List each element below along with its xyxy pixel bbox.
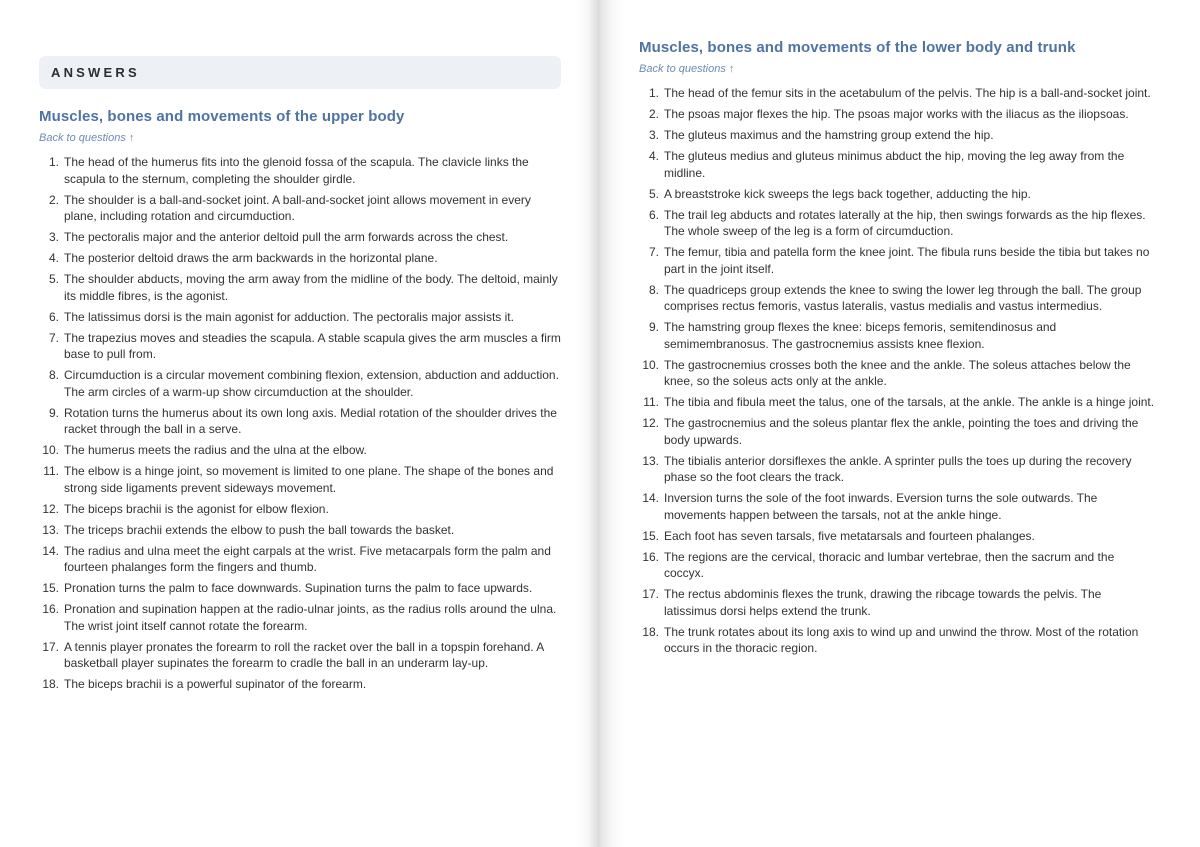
answer-number: 17. <box>42 639 59 654</box>
answer-text: Pronation turns the palm to face downwards. Supination turns the palm to face upwards. <box>64 581 533 595</box>
answer-item <box>39 154 561 187</box>
answer-item <box>39 330 561 363</box>
answer-number: 11. <box>43 464 59 478</box>
answer-text: The shoulder is a ball-and-socket joint. A ball-and-socket joint allows movement in every plane, including rotation and circumduction. <box>64 192 531 223</box>
answer-item <box>639 528 1156 545</box>
answer-text: Pronation and supination happen at the radio-ulnar joints, as the radius rolls around the ulna. The wrist joint itself cannot rotate the forearm. <box>64 602 557 633</box>
answer-item <box>639 319 1156 352</box>
answers-header <box>39 56 561 89</box>
answer-text: The psoas major flexes the hip. The psoas major works with the iliacus as the iliopsoas. <box>664 107 1129 121</box>
answer-item <box>639 244 1156 277</box>
answer-item <box>39 501 561 518</box>
answer-number: 11. <box>643 395 659 409</box>
answer-item <box>639 549 1156 582</box>
answer-text: The trapezius moves and steadies the scapula. A stable scapula gives the arm muscles a firm base to pull from. <box>64 330 561 361</box>
answer-text: Rotation turns the humerus about its own long axis. Medial rotation of the shoulder drives the racket through the ball in a serve. <box>64 405 557 436</box>
answer-number: 5. <box>48 272 59 286</box>
answer-number: 14. <box>42 543 59 558</box>
answer-number: 16. <box>642 549 659 564</box>
answer-text: The tibialis anterior dorsiflexes the ankle. A sprinter pulls the toes up during the recovery phase so the foot clears the track. <box>664 453 1132 484</box>
back-link-label: Back to questions <box>39 132 126 144</box>
answer-number: 8. <box>48 368 59 382</box>
answer-number: 1. <box>48 155 59 169</box>
answer-number: 14. <box>642 491 659 505</box>
answer-text: The gastrocnemius crosses both the knee and the ankle. The soleus attaches below the knee, so the soleus acts only at the ankle. <box>664 357 1131 388</box>
answer-item <box>639 106 1156 123</box>
answer-number: 7. <box>648 245 659 259</box>
answers-header-label: ANSWERS <box>51 65 140 80</box>
answer-item <box>639 282 1156 315</box>
answer-item <box>39 639 561 672</box>
answer-text: The triceps brachii extends the elbow to push the ball towards the basket. <box>64 522 455 537</box>
answer-number: 15. <box>42 581 59 595</box>
answer-text: The regions are the cervical, thoracic and lumbar vertebrae, then the sacrum and the coccyx. <box>664 549 1115 580</box>
answer-text: Inversion turns the sole of the foot inwards. Eversion turns the sole outwards. The movements happen between the tarsals, not at the ankle hinge. <box>664 491 1098 522</box>
answer-text: The head of the femur sits in the acetabulum of the pelvis. The hip is a ball-and-socket joint. <box>664 86 1151 100</box>
answer-item <box>39 229 561 246</box>
answer-list-upper-body <box>39 154 561 693</box>
back-to-questions-link-lower[interactable] <box>639 63 734 75</box>
answer-number: 13. <box>642 453 659 468</box>
answer-number: 12. <box>642 416 659 430</box>
answer-number: 6. <box>48 309 59 324</box>
answer-text: The tibia and fibula meet the talus, one of the tarsals, at the ankle. The ankle is a hinge joint. <box>664 395 1155 409</box>
back-to-questions-link-upper[interactable] <box>39 132 134 144</box>
answer-item <box>639 186 1156 203</box>
answer-text: A breaststroke kick sweeps the legs back together, adducting the hip. <box>664 186 1031 201</box>
section-title-lower-body: Muscles, bones and movements of the lower body and trunk <box>639 39 1076 56</box>
answer-text: The femur, tibia and patella form the knee joint. The fibula runs beside the tibia but takes no part in the joint itself. <box>664 245 1150 276</box>
answer-text: The biceps brachii is a powerful supinator of the forearm. <box>64 677 367 691</box>
answer-number: 7. <box>48 330 59 345</box>
answer-number: 9. <box>48 405 59 420</box>
answer-number: 6. <box>648 207 659 222</box>
answer-item <box>639 490 1156 523</box>
answer-text: The latissimus dorsi is the main agonist for adduction. The pectoralis major assists it. <box>64 309 514 324</box>
answer-number: 2. <box>48 192 59 207</box>
answer-item <box>639 207 1156 240</box>
answer-item <box>639 148 1156 181</box>
answer-number: 3. <box>648 128 659 142</box>
arrow-up-icon: ↑ <box>128 132 135 144</box>
answer-item <box>39 250 561 267</box>
answer-item <box>39 543 561 576</box>
answer-item <box>39 442 561 459</box>
answer-number: 13. <box>42 522 59 537</box>
answer-item <box>639 357 1156 390</box>
answer-item <box>39 676 561 693</box>
answer-item <box>639 586 1156 619</box>
answer-number: 15. <box>642 528 659 543</box>
answer-text: The biceps brachii is the agonist for elbow flexion. <box>64 501 329 516</box>
answer-text: The radius and ulna meet the eight carpals at the wrist. Five metacarpals form the palm and fourteen phalanges form the fingers and thumb. <box>64 543 551 574</box>
answer-item <box>39 309 561 326</box>
answer-number: 12. <box>42 501 59 516</box>
answer-item <box>39 463 561 496</box>
answer-number: 3. <box>48 230 59 244</box>
arrow-up-icon: ↑ <box>728 63 735 75</box>
answer-number: 2. <box>648 107 659 121</box>
answer-text: Each foot has seven tarsals, five metatarsals and fourteen phalanges. <box>664 528 1035 543</box>
answer-text: The posterior deltoid draws the arm backwards in the horizontal plane. <box>64 251 438 265</box>
back-link-label: Back to questions <box>639 63 726 75</box>
answer-item <box>639 453 1156 486</box>
answer-text: The elbow is a hinge joint, so movement is limited to one plane. The shape of the bones and strong side ligaments prevent sideways movement. <box>64 464 554 495</box>
answer-item <box>639 394 1156 411</box>
answer-number: 10. <box>42 443 59 457</box>
answer-number: 18. <box>42 677 59 691</box>
answer-text: The humerus meets the radius and the ulna at the elbow. <box>64 443 367 457</box>
answer-number: 10. <box>642 357 659 372</box>
answer-number: 16. <box>42 602 59 616</box>
answer-item <box>39 192 561 225</box>
answer-number: 1. <box>648 86 659 100</box>
answer-number: 9. <box>648 320 659 334</box>
section-title-upper-body: Muscles, bones and movements of the upper body <box>39 108 405 125</box>
answer-item <box>39 405 561 438</box>
answer-text: The gluteus maximus and the hamstring group extend the hip. <box>664 128 994 142</box>
answer-text: The shoulder abducts, moving the arm away from the midline of the body. The deltoid, mainly its middle fibres, is the agonist. <box>64 272 558 303</box>
answer-text: The rectus abdominis flexes the trunk, drawing the ribcage towards the pelvis. The latissimus dorsi helps extend the trunk. <box>664 587 1102 618</box>
answer-text: The quadriceps group extends the knee to swing the lower leg through the ball. The group comprises rectus femoris, vastus lateralis, vastus medialis and vastus intermedius. <box>664 282 1142 313</box>
answer-text: A tennis player pronates the forearm to roll the racket over the ball in a topspin forehand. A basketball player supinates the forearm to cradle the ball in an underarm lay-up. <box>64 639 544 670</box>
answer-text: The gluteus medius and gluteus minimus abduct the hip, moving the leg away from the midline. <box>664 149 1125 180</box>
answer-text: The trail leg abducts and rotates laterally at the hip, then swings forwards as the hip flexes. The whole sweep of the leg is a form of circumduction. <box>664 207 1146 238</box>
answer-list-lower-body <box>639 85 1156 657</box>
answer-item <box>39 367 561 400</box>
answer-text: The pectoralis major and the anterior deltoid pull the arm forwards across the chest. <box>64 230 509 244</box>
answer-text: Circumduction is a circular movement combining flexion, extension, abduction and adduction. The arm circles of a warm-up show circumduction at the shoulder. <box>64 368 559 399</box>
answer-item <box>39 580 561 597</box>
answer-number: 18. <box>642 624 659 639</box>
answer-item <box>639 624 1156 657</box>
answer-number: 4. <box>48 251 59 265</box>
answer-number: 8. <box>648 282 659 297</box>
answer-item <box>39 522 561 539</box>
answer-text: The hamstring group flexes the knee: biceps femoris, semitendinosus and semimembranosus. The gastrocnemius assists knee flexion. <box>664 320 1057 351</box>
answer-item <box>639 127 1156 144</box>
answer-item <box>39 601 561 634</box>
answer-number: 17. <box>642 587 659 601</box>
answer-item <box>639 85 1156 102</box>
answer-text: The gastrocnemius and the soleus plantar flex the ankle, pointing the toes and driving the body upwards. <box>664 416 1139 447</box>
answer-number: 4. <box>648 149 659 163</box>
right-page <box>600 0 1200 847</box>
answer-number: 5. <box>648 186 659 201</box>
answer-item <box>639 415 1156 448</box>
answer-text: The head of the humerus fits into the glenoid fossa of the scapula. The clavicle links the scapula to the sternum, completing the shoulder girdle. <box>64 155 529 186</box>
answer-text: The trunk rotates about its long axis to wind up and unwind the throw. Most of the rotation occurs in the thoracic region. <box>664 624 1139 655</box>
answer-item <box>39 271 561 304</box>
